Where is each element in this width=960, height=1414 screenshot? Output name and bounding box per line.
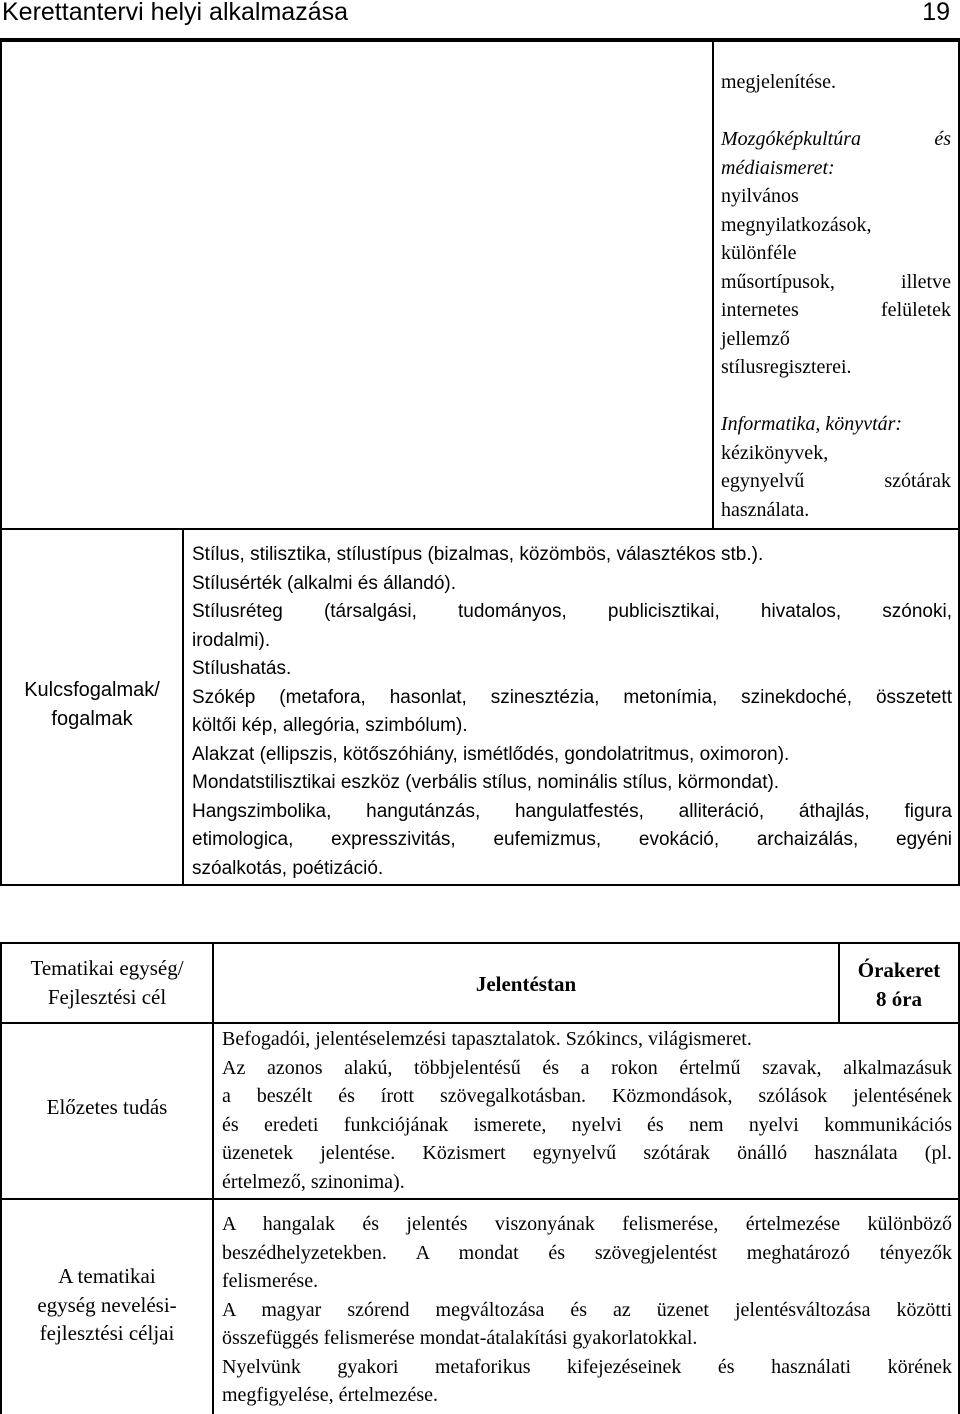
concept-line: Stílus, stilisztika, stílustípus (bizalmas, közömbös, választékos stb.). <box>192 544 764 565</box>
hours-box <box>840 956 958 1013</box>
text-line: és eredeti funkciójának ismerete, nyelvi és nem nyelvi kommunikációs <box>222 1113 952 1136</box>
concept-line: irodalmi). <box>192 629 271 651</box>
text-line: értelmező, szinonima). <box>222 1170 405 1193</box>
link-line: egynyelvű szótárak <box>721 470 951 492</box>
concept-line: Hangszimbolika, hangutánzás, hangulatfestés, alliteráció, áthajlás, figura <box>192 800 952 822</box>
text-line: A magyar szórend megváltozása és az üzenet jelentésváltozása közötti <box>222 1298 952 1321</box>
hours-label: Órakeret <box>857 958 941 982</box>
document-title: Kerettantervi helyi alkalmazása <box>2 0 348 26</box>
text-line: Befogadói, jelentéselemzési tapasztalatok. Szókincs, világismeret. <box>222 1028 752 1050</box>
text-line: üzenetek jelentése. Közismert egynyelvű szótárak önálló használata (pl. <box>222 1142 952 1164</box>
page-header <box>0 0 960 40</box>
link-line: jellemző <box>721 327 790 350</box>
link-line: kézikönyvek, <box>721 441 829 464</box>
link-text: megjelenítése. <box>721 71 836 93</box>
link-line: használata. <box>721 498 810 521</box>
link-line: internetes felületek <box>721 299 951 321</box>
text-line: összefüggés felismerése mondat-átalakítási gyakorlatokkal. <box>222 1327 698 1349</box>
concept-line: Szókép (metafora, hasonlat, szinesztézia, metonímia, szinekdoché, összetett <box>192 686 952 708</box>
link-line: műsortípusok, illetve <box>721 270 951 293</box>
text-line: Az azonos alakú, többjelentésű és a rokon értelmű szavak, alkalmazásuk <box>222 1056 952 1079</box>
concept-line: szóalkotás, poétizáció. <box>192 857 384 879</box>
link-line: megnyilatkozások, <box>721 213 872 236</box>
row-label-concepts: Kulcsfogalmak/ fogalmak <box>24 679 160 730</box>
text-line: felismerése. <box>222 1270 319 1292</box>
concept-line: Alakzat (ellipszis, kötőszóhiány, ismétlődés, gondolatritmus, oximoron). <box>192 743 790 765</box>
page-number: 19 <box>922 0 950 26</box>
cross-curricular-links <box>721 68 951 524</box>
label-goals: A tematikai egység nevelési- fejlesztési céljai <box>37 1264 177 1345</box>
prior-knowledge <box>222 1025 952 1196</box>
concept-line: Stílusérték (alkalmi és állandó). <box>192 572 456 594</box>
link-line: különféle <box>721 242 797 264</box>
concept-line: Stílusréteg (társalgási, tudományos, publicisztikai, hivatalos, szónoki, <box>192 601 952 622</box>
text-line: beszédhelyzetekben. A mondat és szövegjelentést meghatározó tényezők <box>222 1241 952 1264</box>
subject-label: Mozgóképkultúra és médiaismeret: <box>721 128 951 179</box>
development-goals <box>222 1210 952 1410</box>
link-line: nyilvános <box>721 185 799 207</box>
concept-line: Mondatstilisztikai eszköz (verbális stílus, nominális stílus, körmondat). <box>192 772 780 793</box>
label-prior-knowledge: Előzetes tudás <box>46 1095 168 1119</box>
subject-label: Informatika, könyvtár: <box>721 413 903 435</box>
unit-title: Jelentéstan <box>475 972 577 996</box>
hours-value: 8 óra <box>875 986 923 1011</box>
text-line: Nyelvünk gyakori metaforikus kifejezéseinek és használati körének <box>222 1355 952 1378</box>
concept-line: etimologica, expresszivitás, eufemizmus, evokáció, archaizálás, egyéni <box>192 829 952 850</box>
concepts-list <box>192 541 952 883</box>
concept-line: költői kép, allegória, szimbólum). <box>192 715 468 736</box>
text-line: megfigyelése, értelmezése. <box>222 1384 438 1406</box>
link-line: stílusregiszterei. <box>721 356 852 378</box>
concept-line: Stílushatás. <box>192 658 292 679</box>
text-line: a beszélt és írott szövegalkotásban. Közmondások, szólások jelentésének <box>222 1085 952 1107</box>
label-thematic-unit: Tematikai egység/ Fejlesztési cél <box>30 956 184 1009</box>
text-line: A hangalak és jelentés viszonyának felismerése, értelmezése különböző <box>222 1213 952 1235</box>
